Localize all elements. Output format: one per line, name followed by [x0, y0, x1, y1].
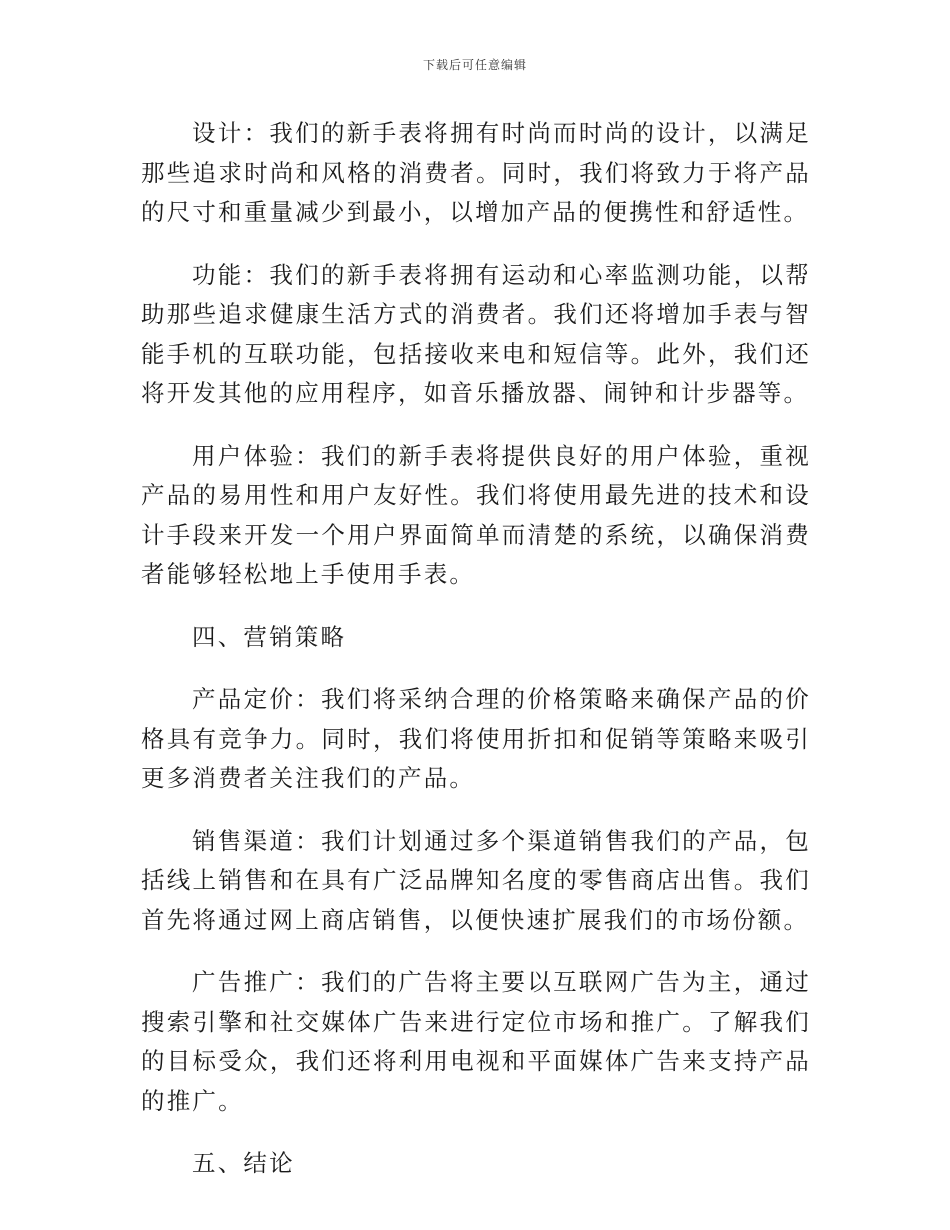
page-header-note: 下载后可任意编辑 — [422, 58, 527, 72]
paragraph-function: 功能：我们的新手表将拥有运动和心率监测功能，以帮助那些追求健康生活方式的消费者。我们还将增加手表与智能手机的互联功能，包括接收来电和短信等。此外，我们还将开发其他的应用程序，如音乐播放器、闹钟和计步器等。 — [141, 260, 811, 407]
section-heading-conclusion: 五、结论 — [192, 1149, 295, 1177]
paragraph-pricing: 产品定价：我们将采纳合理的价格策略来确保产品的价格具有竞争力。同时，我们将使用折扣和促销等策略来吸引更多消费者关注我们的产品。 — [141, 685, 811, 792]
section-heading-marketing: 四、营销策略 — [192, 622, 347, 651]
paragraph-advertising: 广告推广：我们的广告将主要以互联网广告为主，通过搜索引擎和社交媒体广告来进行定位市场和推广。了解我们的目标受众，我们还将利用电视和平面媒体广告来支持产品的推广。 — [141, 968, 811, 1115]
paragraph-user-experience: 用户体验：我们的新手表将提供良好的用户体验，重视产品的易用性和用户友好性。我们将使用最先进的技术和设计手段来开发一个用户界面简单而清楚的系统，以确保消费者能够轻松地上手使用手表。 — [141, 441, 811, 588]
document-body — [141, 114, 811, 1207]
paragraph-design: 设计：我们的新手表将拥有时尚而时尚的设计，以满足那些追求时尚和风格的消费者。同时，我们将致力于将产品的尺寸和重量减少到最小，以增加产品的便携性和舒适性。 — [141, 119, 811, 226]
paragraph-channels: 销售渠道：我们计划通过多个渠道销售我们的产品，包括线上销售和在具有广泛品牌知名度的零售商店出售。我们首先将通过网上商店销售，以便快速扩展我们的市场份额。 — [141, 826, 811, 934]
